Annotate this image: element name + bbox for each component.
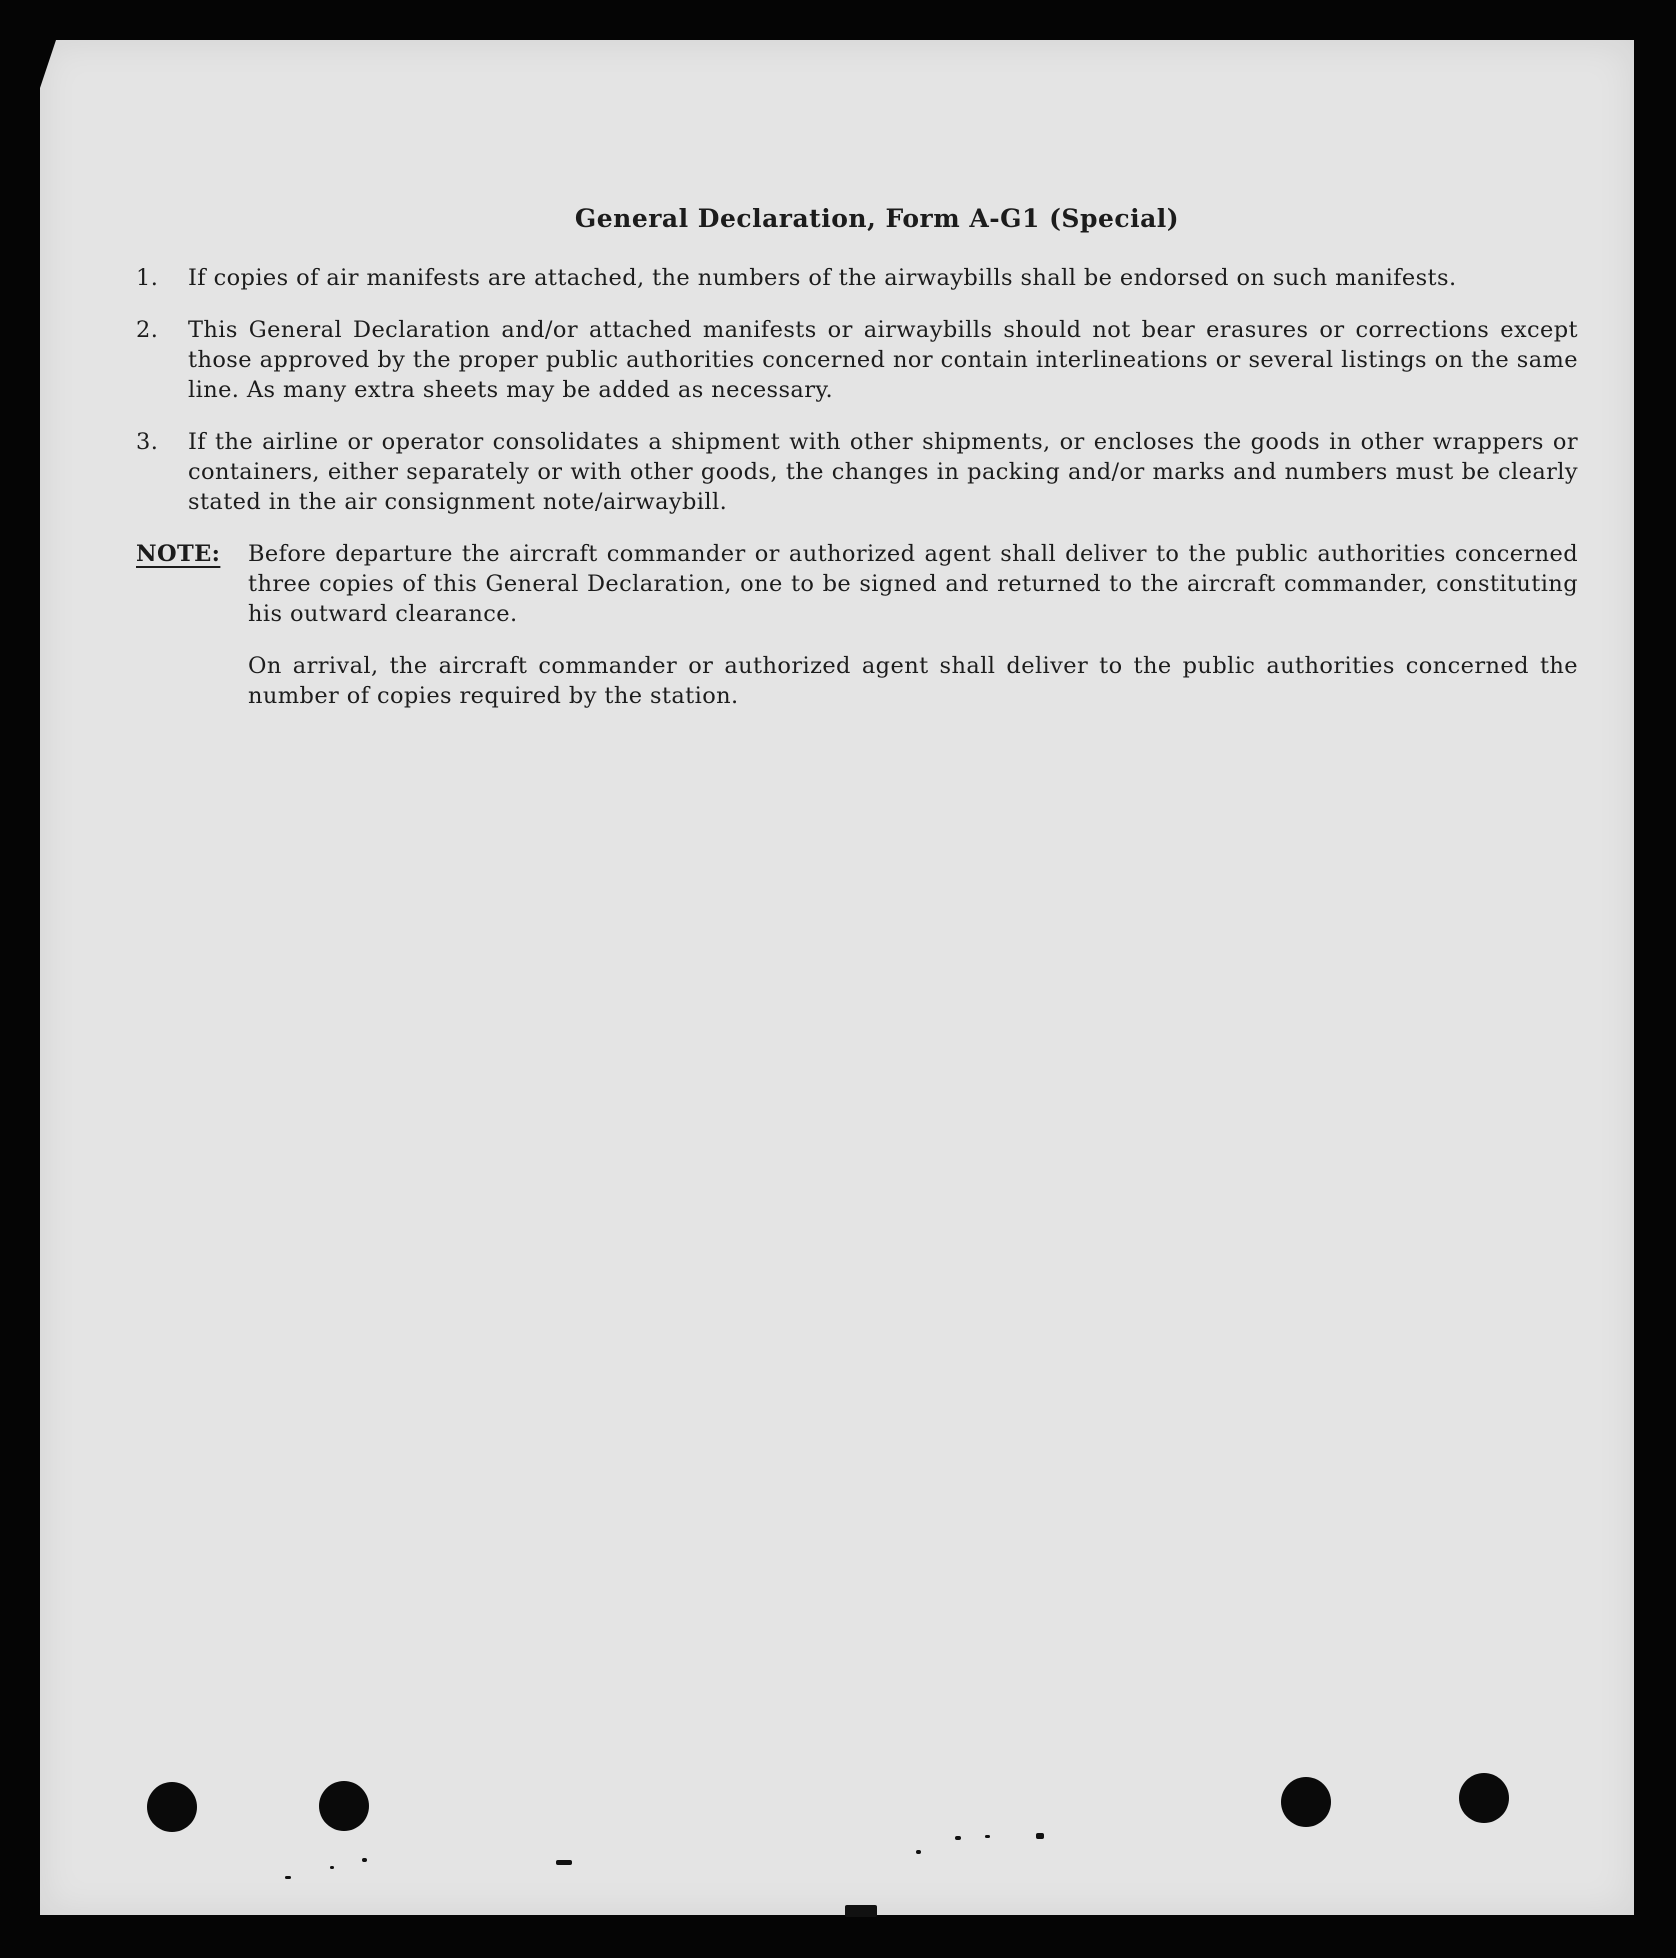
page-corner	[40, 40, 56, 88]
note-paragraph: Before departure the aircraft commander or authorized agent shall deliver to the public authorities concerned three copies of this General Declaration, one to be signed and returned to the aircraft commander, constituting his outward clearance.	[248, 541, 1578, 627]
list-item-1	[136, 263, 1578, 293]
punch-hole	[1459, 1773, 1509, 1823]
item-text: If the airline or operator consolidates a shipment with other shipments, or encloses the goods in other wrappers or containers, either separately or with other goods, the changes in packing and/or marks and numbers must be clearly stated in the air consignment note/airwaybill.	[188, 429, 1578, 515]
scan-speck	[916, 1850, 921, 1854]
scan-speck	[556, 1860, 572, 1865]
note-paragraph: On arrival, the aircraft commander or authorized agent shall deliver to the public authorities concerned the number of copies required by the station.	[248, 653, 1578, 709]
item-text: This General Declaration and/or attached manifests or airwaybills should not bear erasures or corrections except those approved by the proper public authorities concerned nor contain interlineations or several listings on the same line. As many extra sheets may be added as necessary.	[188, 317, 1578, 403]
item-number: 3.	[136, 429, 159, 455]
form-title: General Declaration, Form A-G1 (Special)	[574, 204, 1180, 233]
note-section	[136, 539, 1578, 733]
scan-speck	[362, 1858, 367, 1862]
note-label: NOTE:	[136, 541, 221, 567]
punch-hole	[1281, 1777, 1331, 1827]
scan-speck	[955, 1836, 961, 1840]
item-number: 1.	[136, 265, 159, 291]
punch-hole	[147, 1782, 197, 1832]
punch-hole	[319, 1781, 369, 1831]
note-body	[248, 539, 1578, 733]
scan-speck	[1036, 1833, 1044, 1839]
scan-speck	[845, 1905, 877, 1917]
document-content	[136, 204, 1578, 733]
item-text: If copies of air manifests are attached, the numbers of the airwaybills shall be endorsed on such manifests.	[188, 265, 1457, 291]
item-number: 2.	[136, 317, 159, 343]
list-item-3	[136, 427, 1578, 517]
scan-speck	[285, 1876, 291, 1879]
list-item-2	[136, 315, 1578, 405]
scan-speck	[330, 1866, 334, 1869]
scan-speck	[985, 1835, 990, 1838]
